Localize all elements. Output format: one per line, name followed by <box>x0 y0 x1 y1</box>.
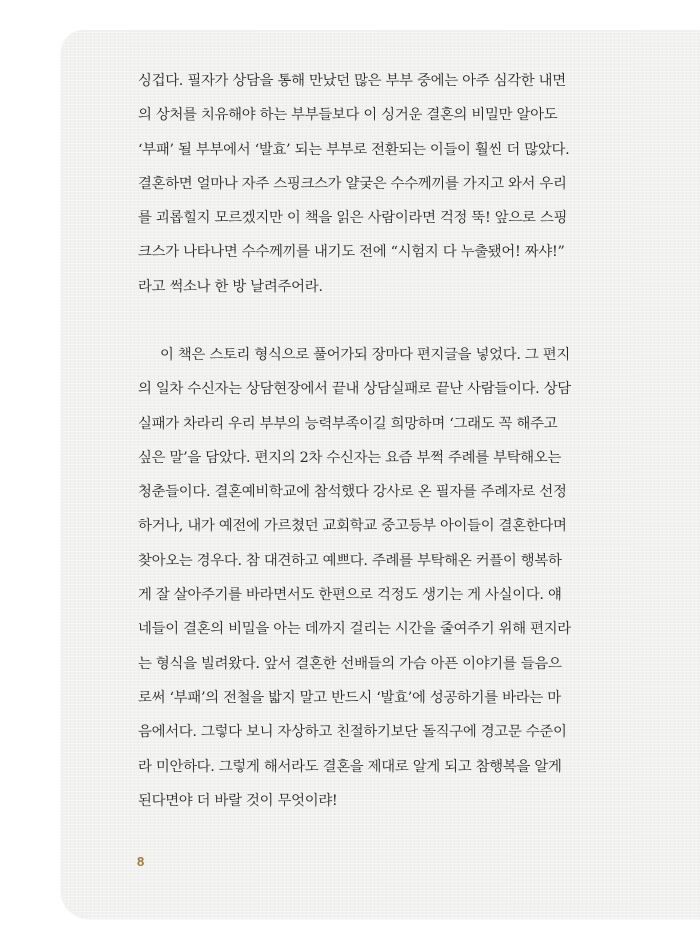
text-line: 크스가 나타나면 수수께끼를 내기도 전에 “시험지 다 누출됐어! 짜샤!” <box>138 244 565 261</box>
text-line: 이 책은 스토리 형식으로 풀어가되 장마다 편지글을 넣었다. 그 편지 <box>160 347 570 363</box>
text-line: 의 일차 수신자는 상담현장에서 끝내 상담실패로 끝난 사람들이다. 상담 <box>138 381 571 398</box>
text-line: 게 잘 살아주기를 바라면서도 한편으로 걱정도 생기는 게 사실이다. 얘 <box>138 587 562 604</box>
text-line: 된다면야 더 바랄 것이 무엇이랴! <box>138 792 338 809</box>
text-line: 네들이 결혼의 비밀을 아는 데까지 걸리는 시간을 줄여주기 위해 편지라 <box>138 621 571 638</box>
text-line: 실패가 차라리 우리 부부의 능력부족이길 희망하며 ‘그래도 꼭 해주고 <box>138 415 558 432</box>
text-line: ‘부패’ 될 부부에서 ‘발효’ 되는 부부로 전환되는 이들이 훨씬 더 많았다. <box>138 141 570 158</box>
text-line: 찾아오는 경우다. 참 대견하고 예쁘다. 주례를 부탁해온 커플이 행복하 <box>138 552 562 569</box>
text-line: 싶은 말’을 담았다. 편지의 2차 수신자는 요즘 부쩍 주례를 부탁해오는 <box>138 449 562 466</box>
text-line: 라 미안하다. 그렇게 해서라도 결혼을 제대로 알게 되고 참행복을 알게 <box>138 758 562 775</box>
text-line: 로써 ‘부패’의 전철을 밟지 말고 반드시 ‘발효’에 성공하기를 바라는 마 <box>138 689 561 706</box>
text-line: 청춘들이다. 결혼예비학교에 참석했다 강사로 온 필자를 주례자로 선정 <box>138 484 567 501</box>
paragraph-1 <box>138 64 600 304</box>
text-line: 라고 썩소나 한 방 날려주어라. <box>138 278 323 295</box>
text-line: 는 형식을 빌려왔다. 앞서 결혼한 선배들의 가슴 아픈 이야기를 들음으 <box>138 655 562 672</box>
text-line: 하거나, 내가 예전에 가르쳤던 교회학교 중고등부 아이들이 결혼한다며 <box>138 518 567 535</box>
text-line: 싱겁다. 필자가 상담을 통해 만났던 많은 부부 중에는 아주 심각한 내면 <box>138 73 566 89</box>
page-number: 8 <box>137 854 145 869</box>
text-line: 를 괴롭힐지 모르겠지만 이 책을 읽은 사람이라면 걱정 뚝! 앞으로 스핑 <box>138 210 568 227</box>
text-line: 음에서다. 그렇다 보니 자상하고 친절하기보단 돌직구에 경고문 수준이 <box>138 724 567 741</box>
text-line: 의 상처를 치유해야 하는 부부들보다 이 싱거운 결혼의 비밀만 알아도 <box>138 107 558 124</box>
text-line: 결혼하면 얼마나 자주 스핑크스가 얄궂은 수수께끼를 가지고 와서 우리 <box>138 175 567 192</box>
paragraph-2 <box>138 338 600 818</box>
